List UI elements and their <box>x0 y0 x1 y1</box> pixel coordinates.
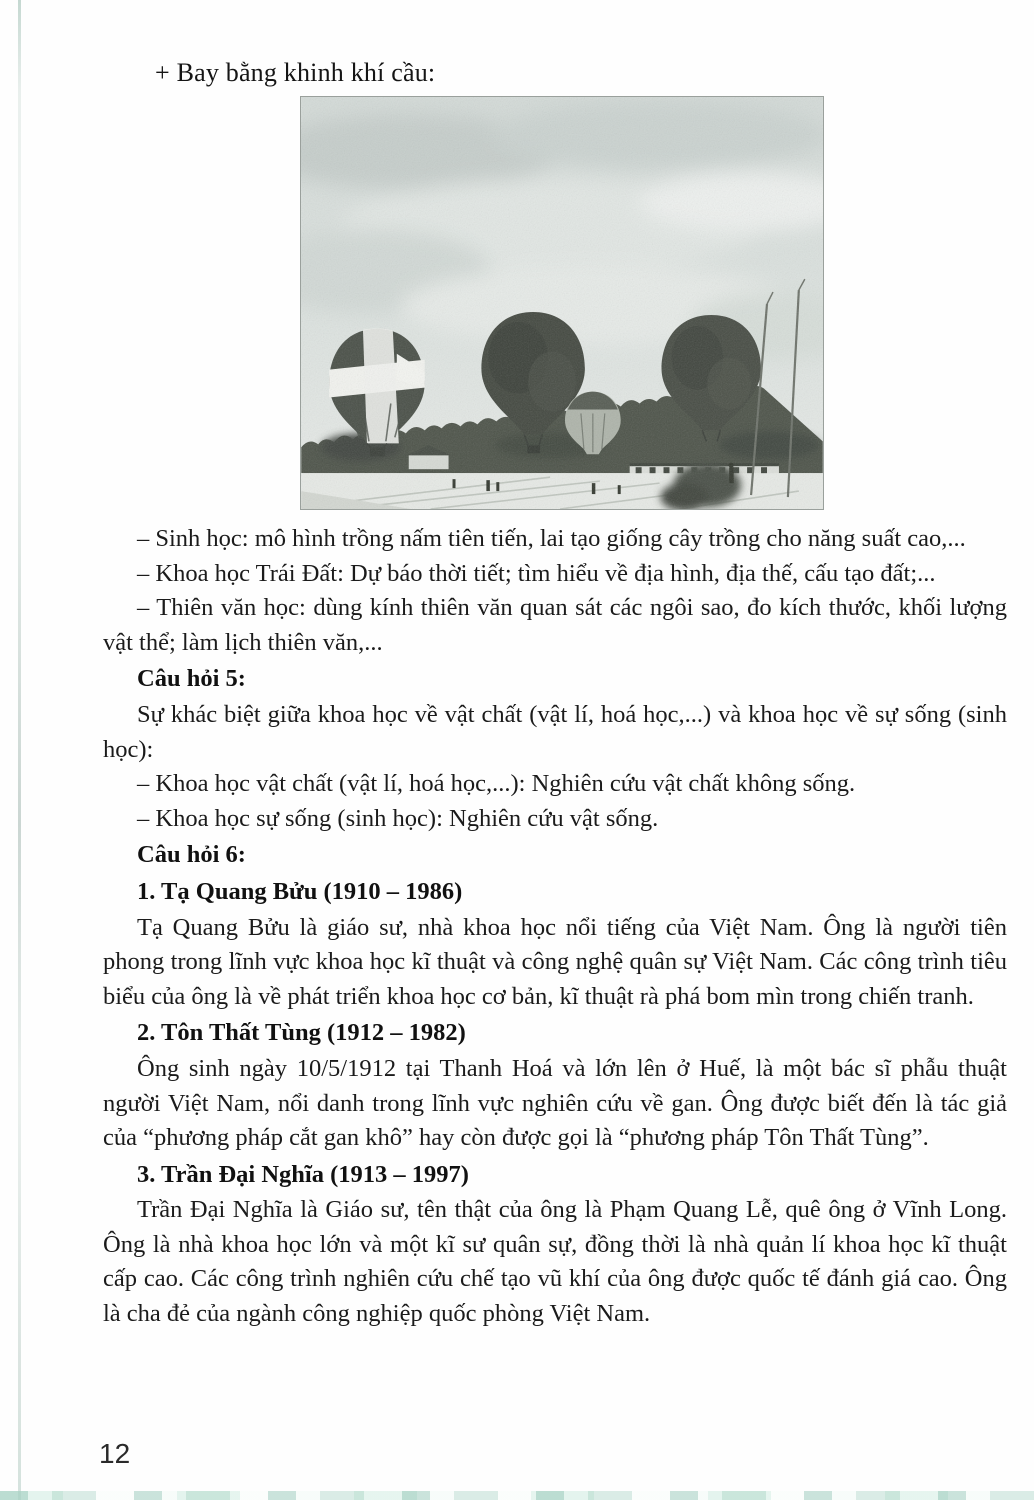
paragraph: – Khoa học vật chất (vật lí, hoá học,...): Nghiên cứu vật chất không sống. <box>137 770 856 798</box>
photo-grain-overlay <box>301 97 822 509</box>
page-spine-edge <box>18 0 21 1500</box>
paragraph: – Sinh học: mô hình trồng nấm tiên tiến, lai tạo giống cây trồng cho năng suất cao,... <box>137 525 966 552</box>
paragraph-heading: 2. Tôn Thất Tùng (1912 – 1982) <box>137 1019 466 1047</box>
paragraph: Sự khác biệt giữa khoa học về vật chất (vật lí, hoá học,...) và khoa học về sự sống (sinh học): <box>103 700 1007 763</box>
body-text <box>103 522 1007 1332</box>
paragraph-heading: Câu hỏi 5: <box>137 665 246 693</box>
paragraph: – Khoa học sự sống (sinh học): Nghiên cứu vật sống. <box>137 804 659 832</box>
page-bottom-edge <box>0 1491 1034 1500</box>
balloon-photo-frame <box>300 96 824 510</box>
paragraph: – Khoa học Trái Đất: Dự báo thời tiết; tìm hiểu về địa hình, địa thế, cấu tạo đất;... <box>137 559 936 587</box>
paragraph-heading: Câu hỏi 6: <box>137 841 246 869</box>
paragraph: Ông sinh ngày 10/5/1912 tại Thanh Hoá và lớn lên ở Huế, là một bác sĩ phẫu thuật người Việt Nam, nổi danh trong lĩnh vực nghiên cứu về gan. Ông được biết đến là tác giả của “phương pháp cắt gan khô” hay còn được gọi là “phương pháp Tôn Thất Tùng”. <box>103 1054 1007 1152</box>
page-content <box>103 58 1007 1332</box>
paragraph: Tạ Quang Bửu là giáo sư, nhà khoa học nổi tiếng của Việt Nam. Ông là người tiên phong trong lĩnh vực khoa học kĩ thuật và công nghệ quân sự Việt Nam. Các công trình tiêu biểu của ông là về phát triển khoa học cơ bản, kĩ thuật rà phá bom mìn trong chiến tranh. <box>103 913 1007 1010</box>
paragraph-heading: 1. Tạ Quang Bửu (1910 – 1986) <box>137 877 463 905</box>
paragraph-heading: 3. Trần Đại Nghĩa (1913 – 1997) <box>137 1160 469 1188</box>
paragraph: – Thiên văn học: dùng kính thiên văn quan sát các ngôi sao, đo kích thước, khối lượng vật thể; làm lịch thiên văn,... <box>103 594 1007 656</box>
paragraph: Trần Đại Nghĩa là Giáo sư, tên thật của ông là Phạm Quang Lễ, quê ông ở Vĩnh Long. Ông là nhà khoa học lớn và một kĩ sư quân sự, đồng thời là nhà quản lí khoa học kĩ thuật cấp cao. Các công trình nghiên cứu chế tạo vũ khí của ông được quốc tế đánh giá cao. Ông là cha đẻ của ngành công nghiệp quốc phòng Việt Nam. <box>103 1196 1007 1328</box>
hot-air-balloons-photo <box>301 97 823 509</box>
page-number: 12 <box>99 1438 131 1469</box>
section-heading: + Bay bằng khinh khí cầu: <box>155 58 436 87</box>
